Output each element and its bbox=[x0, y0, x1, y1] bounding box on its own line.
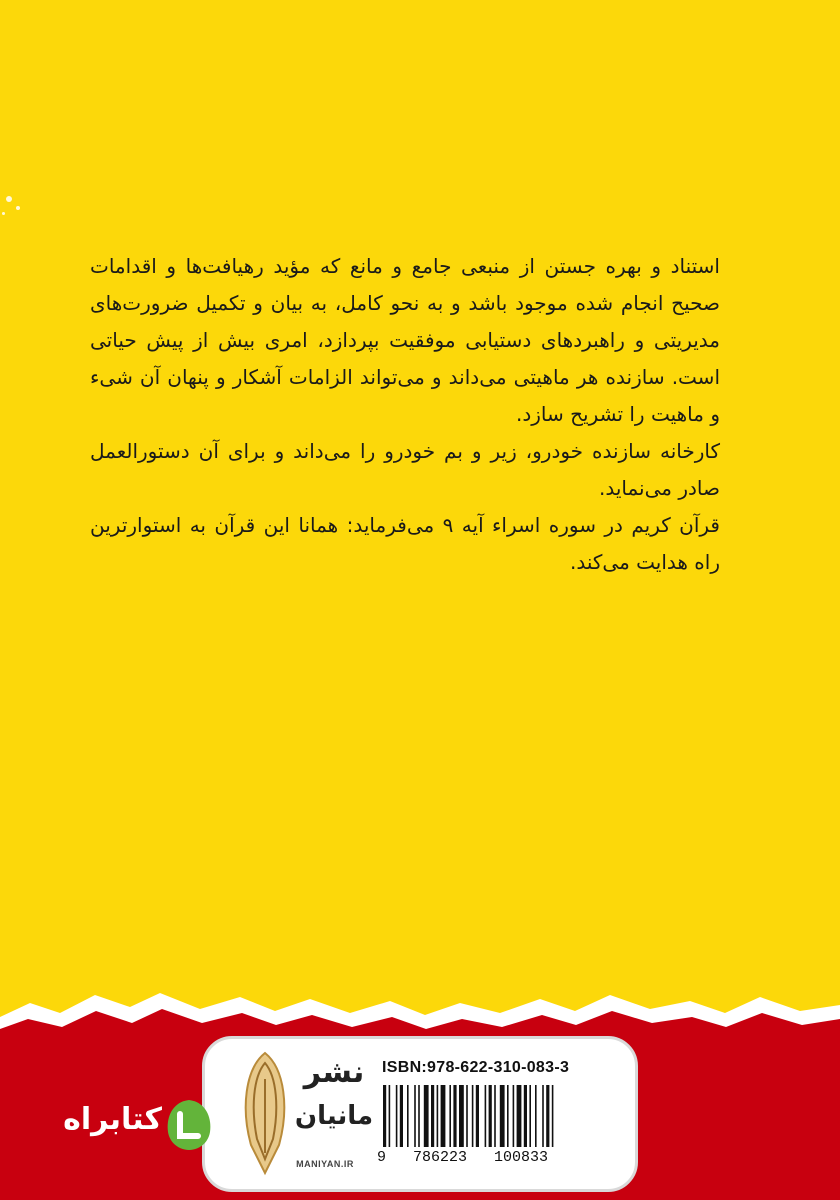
barcode-digits: 9 786223 100833 bbox=[377, 1149, 549, 1166]
paint-speck bbox=[6, 196, 12, 202]
publisher-logo bbox=[235, 1049, 375, 1177]
paint-speck bbox=[16, 206, 20, 210]
store-name: کتابراه bbox=[63, 1102, 162, 1137]
back-cover-text bbox=[90, 248, 720, 581]
publisher-url: MANIYAN.IR bbox=[296, 1159, 354, 1169]
paragraph: کارخانه سازنده خودرو، زیر و بم خودرو را می‌داند و برای آن دستورالعمل صادر می‌نماید. bbox=[90, 439, 720, 500]
isbn-barcode bbox=[381, 1085, 617, 1147]
publisher-name: نشر bbox=[303, 1055, 365, 1090]
publisher-name-secondary: مانیان bbox=[294, 1101, 374, 1131]
paragraph: قرآن کریم در سوره اسراء آیه ۹ می‌فرماید: همانا این قرآن به استوارترین راه هدایت می‌کند. bbox=[90, 513, 720, 574]
paragraph: استناد و بهره جستن از منبعی جامع و مانع که مؤید رهیافت‌ها و اقدامات صحیح انجام شده موجود باشد و به نحو کامل، به بیان و تکمیل ضرورت‌های مدیریتی و راهبردهای دستیابی موفقیت بپردازد، امری بیش از پیش حیاتی است. سازنده هر ماهیتی می‌داند و می‌تواند الزامات آشکار و پنهان آن شیء و ماهیت را تشریح سازد. bbox=[90, 254, 720, 426]
pen-nib-icon bbox=[235, 1049, 295, 1177]
store-logo bbox=[40, 1096, 215, 1156]
isbn-label: ISBN:978-622-310-083-3 bbox=[382, 1059, 570, 1076]
paint-speck bbox=[2, 212, 5, 215]
book-leaf-icon bbox=[164, 1098, 214, 1152]
publisher-info-panel bbox=[202, 1036, 638, 1192]
